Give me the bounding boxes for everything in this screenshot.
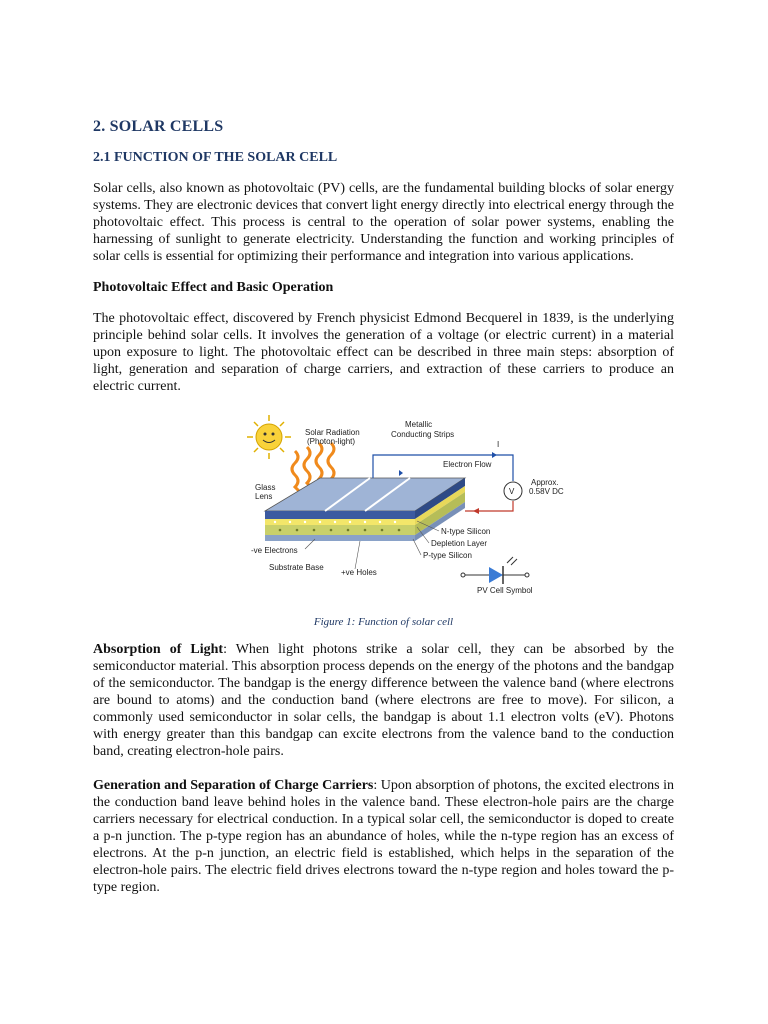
label-voltage: 0.58V DC [529, 487, 564, 496]
solar-cell-diagram [245, 413, 585, 598]
solar-cell-figure [93, 413, 674, 613]
photovoltaic-paragraph: The photovoltaic effect, discovered by French physicist Edmond Becquerel in 1839, is the underlying principle behind solar cells. It involves the generation of a voltage (or electric current) in a material upon exposure to light. The photovoltaic effect can be described in three main steps: absorption of light, generation and separation of charge carriers, and extraction of these carriers to produce an electric current. [93, 311, 674, 394]
label-solar-radiation: Solar Radiation [305, 428, 360, 437]
label-current: I [497, 440, 500, 449]
intro-paragraph: Solar cells, also known as photovoltaic (PV) cells, are the fundamental building blocks of solar energy systems. They are electronic devices that convert light energy directly into electrical energy through the photovoltaic effect. This process is central to the operation of solar power systems, enabling the harnessing of sunlight to generate electricity. Understanding the function and working principles of solar cells is essential for optimizing their performance and integration into various applications. [93, 181, 674, 264]
sun-icon [247, 415, 291, 459]
label-depletion-layer: Depletion Layer [431, 539, 488, 548]
label-n-type-silicon: N-type Silicon [441, 527, 491, 536]
label-lens: Lens [255, 492, 273, 501]
generation-text: : Upon absorption of photons, the excited electrons in the conduction band leave behind holes in the valence band. These electron-hole pairs are the charge carriers necessary for electrical conduction. In a typical solar cell, the semiconductor is doped to create a p-n junction. The p-type region has an abundance of holes, while the n-type region has an excess of electrons. At the p-n junction, an electric field is established, which helps in the separation of the electron-hole pairs. The electric field drives electrons toward the n-type region and holes toward the p-type region. [93, 778, 674, 895]
label-ve-electrons: -ve Electrons [251, 546, 298, 555]
label-p-type-silicon: P-type Silicon [423, 551, 472, 560]
pv-cell-symbol-icon [461, 557, 529, 584]
absorption-paragraph [93, 641, 674, 760]
document-content [93, 117, 674, 896]
generation-paragraph [93, 777, 674, 896]
label-electron-flow: Electron Flow [443, 460, 492, 469]
label-metallic: Metallic [405, 420, 433, 429]
voltmeter-label: V [509, 487, 515, 496]
subsection-heading: 2.1 FUNCTION OF THE SOLAR CELL [93, 150, 338, 165]
label-photon-light: (Photon-light) [307, 437, 356, 446]
absorption-text: : When light photons strike a solar cell, they can be absorbed by the semiconductor material. This absorption process depends on the energy of the photons and the bandgap of the semiconductor. The bandgap is the energy difference between the valence band (where electrons are bound to atoms) and the conduction band (where electrons are free to move). For silicon, a commonly used semiconductor in solar cells, the bandgap is about 1.1 electron volts (eV). Photons with energy greater than this bandgap can excite electrons from the valence band to the conduction band, creating electron-hole pairs. [93, 642, 674, 759]
label-pv-cell-symbol: PV Cell Symbol [477, 586, 533, 595]
label-glass: Glass [255, 483, 276, 492]
figure-caption: Figure 1: Function of solar cell [313, 616, 454, 628]
generation-term: Generation and Separation of Charge Carriers [93, 778, 374, 793]
label-substrate-base: Substrate Base [269, 563, 324, 572]
section-heading: 2. SOLAR CELLS [93, 118, 224, 135]
absorption-term: Absorption of Light [93, 642, 224, 657]
photovoltaic-section-title: Photovoltaic Effect and Basic Operation [93, 280, 334, 295]
label-ve-holes: +ve Holes [341, 568, 377, 577]
label-approx: Approx. [531, 478, 559, 487]
label-conducting-strips: Conducting Strips [391, 430, 455, 439]
